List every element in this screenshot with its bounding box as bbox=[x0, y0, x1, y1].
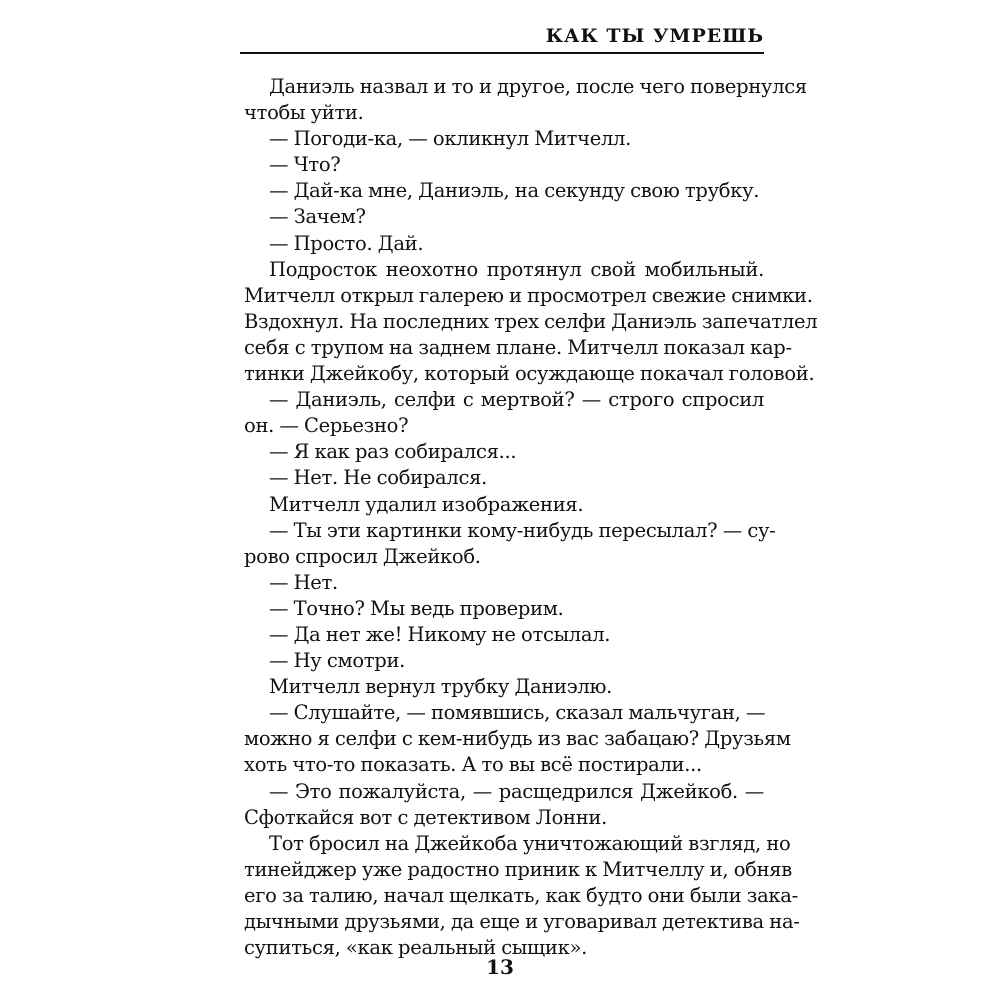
text-line: его за талию, начал щелкать, как будто они были зака- bbox=[244, 883, 798, 907]
running-header-title: КАК ТЫ УМРЕШЬ bbox=[545, 25, 764, 47]
text-line: рово спросил Джейкоб. bbox=[244, 544, 481, 568]
text-line: Митчелл открыл галерею и просмотрел свежие снимки. bbox=[244, 283, 813, 307]
text-line: Подросток неохотно протянул свой мобильный. bbox=[269, 257, 764, 281]
dialogue-line: — Что? bbox=[269, 153, 341, 177]
page-number: 13 bbox=[486, 955, 514, 979]
text-line: себя с трупом на заднем плане. Митчелл показал кар- bbox=[244, 335, 792, 359]
dialogue-line: — Слушайте, — помявшись, сказал мальчуган, — bbox=[269, 701, 766, 725]
text-line: Митчелл вернул трубку Даниэлю. bbox=[269, 675, 613, 699]
dialogue-line: — Да нет же! Никому не отсылал. bbox=[269, 622, 611, 646]
body-text bbox=[244, 74, 818, 961]
text-line: можно я селфи с кем-нибудь из вас забацаю? Друзьям bbox=[244, 727, 791, 751]
dialogue-line: — Это пожалуйста, — расщедрился Джейкоб. — bbox=[269, 779, 764, 803]
text-line: чтобы уйти. bbox=[244, 101, 364, 125]
dialogue-line: — Зачем? bbox=[269, 205, 366, 229]
text-line: тинки Джейкобу, который осуждающе покачал головой. bbox=[244, 362, 815, 386]
dialogue-line: — Нет. bbox=[269, 570, 338, 594]
dialogue-line: — Точно? Мы ведь проверим. bbox=[269, 596, 564, 620]
text-line: Даниэль назвал и то и другое, после чего повернулся bbox=[269, 75, 807, 98]
dialogue-line: — Нет. Не собирался. bbox=[269, 466, 487, 490]
text-line: он. — Серьезно? bbox=[244, 414, 409, 438]
dialogue-line: — Просто. Дай. bbox=[269, 231, 424, 255]
text-line: хоть что-то показать. А то вы всё постирали... bbox=[244, 753, 702, 777]
text-line: дычными друзьями, да еще и уговаривал детектива на- bbox=[244, 910, 800, 933]
dialogue-line: — Дай-ка мне, Даниэль, на секунду свою трубку. bbox=[269, 179, 760, 203]
text-line: Сфоткайся вот с детективом Лонни. bbox=[244, 805, 607, 829]
text-line: супиться, «как реальный сыщик». bbox=[244, 936, 587, 960]
text-line: тинейджер уже радостно приник к Митчеллу и, обняв bbox=[244, 857, 792, 881]
dialogue-line: — Я как раз собирался... bbox=[269, 440, 517, 464]
dialogue-line: — Ты эти картинки кому-нибудь пересылал? — су- bbox=[269, 518, 776, 542]
text-line: Вздохнул. На последних трех селфи Даниэль запечатлел bbox=[244, 309, 818, 333]
text-line: Тот бросил на Джейкоба уничтожающий взгляд, но bbox=[269, 831, 791, 855]
dialogue-line: — Ну смотри. bbox=[269, 649, 406, 673]
header-rule bbox=[240, 52, 764, 54]
dialogue-line: — Погоди-ка, — окликнул Митчелл. bbox=[269, 127, 632, 151]
text-line: Митчелл удалил изображения. bbox=[269, 492, 584, 516]
dialogue-line: — Даниэль, селфи с мертвой? — строго спросил bbox=[269, 388, 764, 412]
